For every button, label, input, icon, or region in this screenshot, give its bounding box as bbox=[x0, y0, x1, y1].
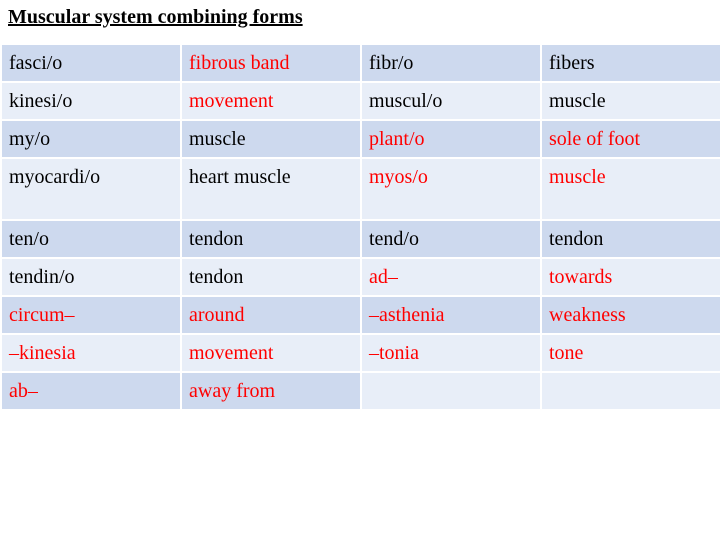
meaning-cell: sole of foot bbox=[541, 120, 720, 158]
meaning-cell bbox=[541, 372, 720, 410]
meaning-cell: away from bbox=[181, 372, 361, 410]
term-cell: tendin/o bbox=[1, 258, 181, 296]
table-row bbox=[1, 296, 720, 334]
term-cell: ten/o bbox=[1, 220, 181, 258]
term-cell: –asthenia bbox=[361, 296, 541, 334]
meaning-cell: tendon bbox=[181, 258, 361, 296]
table-row bbox=[1, 120, 720, 158]
meaning-cell: fibers bbox=[541, 44, 720, 82]
term-cell: myocardi/o bbox=[1, 158, 181, 220]
table-row bbox=[1, 82, 720, 120]
term-cell: ad– bbox=[361, 258, 541, 296]
meaning-cell: heart muscle bbox=[181, 158, 361, 220]
meaning-cell: muscle bbox=[541, 158, 720, 220]
table-row bbox=[1, 334, 720, 372]
meaning-cell: movement bbox=[181, 334, 361, 372]
term-cell: –kinesia bbox=[1, 334, 181, 372]
term-cell: plant/o bbox=[361, 120, 541, 158]
term-cell: tend/o bbox=[361, 220, 541, 258]
term-cell: my/o bbox=[1, 120, 181, 158]
term-cell: –tonia bbox=[361, 334, 541, 372]
term-cell bbox=[361, 372, 541, 410]
meaning-cell: tendon bbox=[181, 220, 361, 258]
term-cell: fasci/o bbox=[1, 44, 181, 82]
table-row bbox=[1, 220, 720, 258]
meaning-cell: muscle bbox=[541, 82, 720, 120]
meaning-cell: movement bbox=[181, 82, 361, 120]
term-cell: fibr/o bbox=[361, 44, 541, 82]
meaning-cell: around bbox=[181, 296, 361, 334]
table-row bbox=[1, 158, 720, 220]
page-title: Muscular system combining forms bbox=[8, 6, 303, 28]
term-cell: circum– bbox=[1, 296, 181, 334]
table-row bbox=[1, 44, 720, 82]
meaning-cell: towards bbox=[541, 258, 720, 296]
meaning-cell: weakness bbox=[541, 296, 720, 334]
meaning-cell: tendon bbox=[541, 220, 720, 258]
table-row bbox=[1, 258, 720, 296]
meaning-cell: tone bbox=[541, 334, 720, 372]
meaning-cell: muscle bbox=[181, 120, 361, 158]
term-cell: myos/o bbox=[361, 158, 541, 220]
term-cell: muscul/o bbox=[361, 82, 541, 120]
meaning-cell: fibrous band bbox=[181, 44, 361, 82]
term-cell: ab– bbox=[1, 372, 181, 410]
combining-forms-table bbox=[0, 43, 720, 411]
table-row bbox=[1, 372, 720, 410]
term-cell: kinesi/o bbox=[1, 82, 181, 120]
